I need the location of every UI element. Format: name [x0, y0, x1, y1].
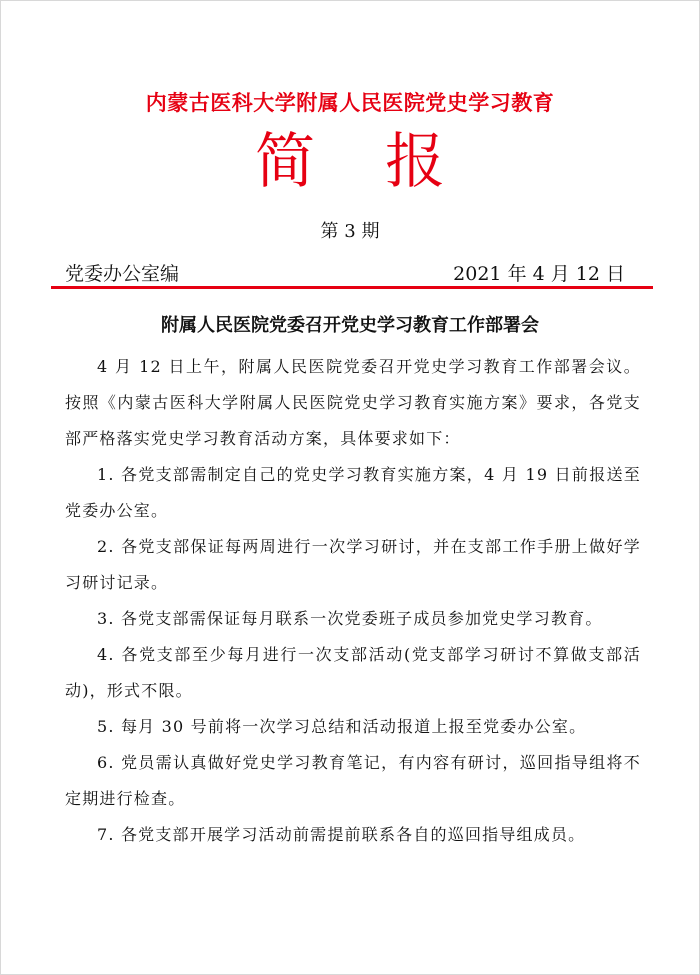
- article-body: [65, 349, 641, 853]
- paragraph-intro: 4 月 12 日上午，附属人民医院党委召开党史学习教育工作部署会议。按照《内蒙古医科大学附属人民医院党史学习教育实施方案》要求，各党支部严格落实党史学习教育活动方案，具体要求如下：: [65, 357, 641, 448]
- editor-label: 党委办公室编: [65, 263, 180, 285]
- bulletin-title: 简报: [255, 127, 515, 197]
- article-headline: 附属人民医院党委召开党史学习教育工作部署会: [161, 315, 539, 336]
- header-divider: [51, 286, 653, 289]
- issue-number: 第 3 期: [320, 221, 380, 242]
- paragraph-item-1: 1. 各党支部需制定自己的党史学习教育实施方案，4 月 19 日前报送至党委办公室。: [65, 465, 641, 520]
- paragraph-item-5: 5. 每月 30 号前将一次学习总结和活动报道上报至党委办公室。: [97, 717, 587, 736]
- paragraph-item-2: 2. 各党支部保证每两周进行一次学习研讨，并在支部工作手册上做好学习研讨记录。: [65, 537, 641, 592]
- issue-date: 2021 年 4 月 12 日: [453, 263, 625, 285]
- paragraph-item-6: 6. 党员需认真做好党史学习教育笔记，有内容有研讨，巡回指导组将不定期进行检查。: [65, 753, 641, 808]
- paragraph-item-7: 7. 各党支部开展学习活动前需提前联系各自的巡回指导组成员。: [97, 825, 586, 844]
- paragraph-item-3: 3. 各党支部需保证每月联系一次党委班子成员参加党史学习教育。: [97, 609, 603, 628]
- organization-name: 内蒙古医科大学附属人民医院党史学习教育: [145, 91, 555, 115]
- paragraph-item-4: 4. 各党支部至少每月进行一次支部活动(党支部学习研讨不算做支部活动)，形式不限。: [65, 645, 641, 700]
